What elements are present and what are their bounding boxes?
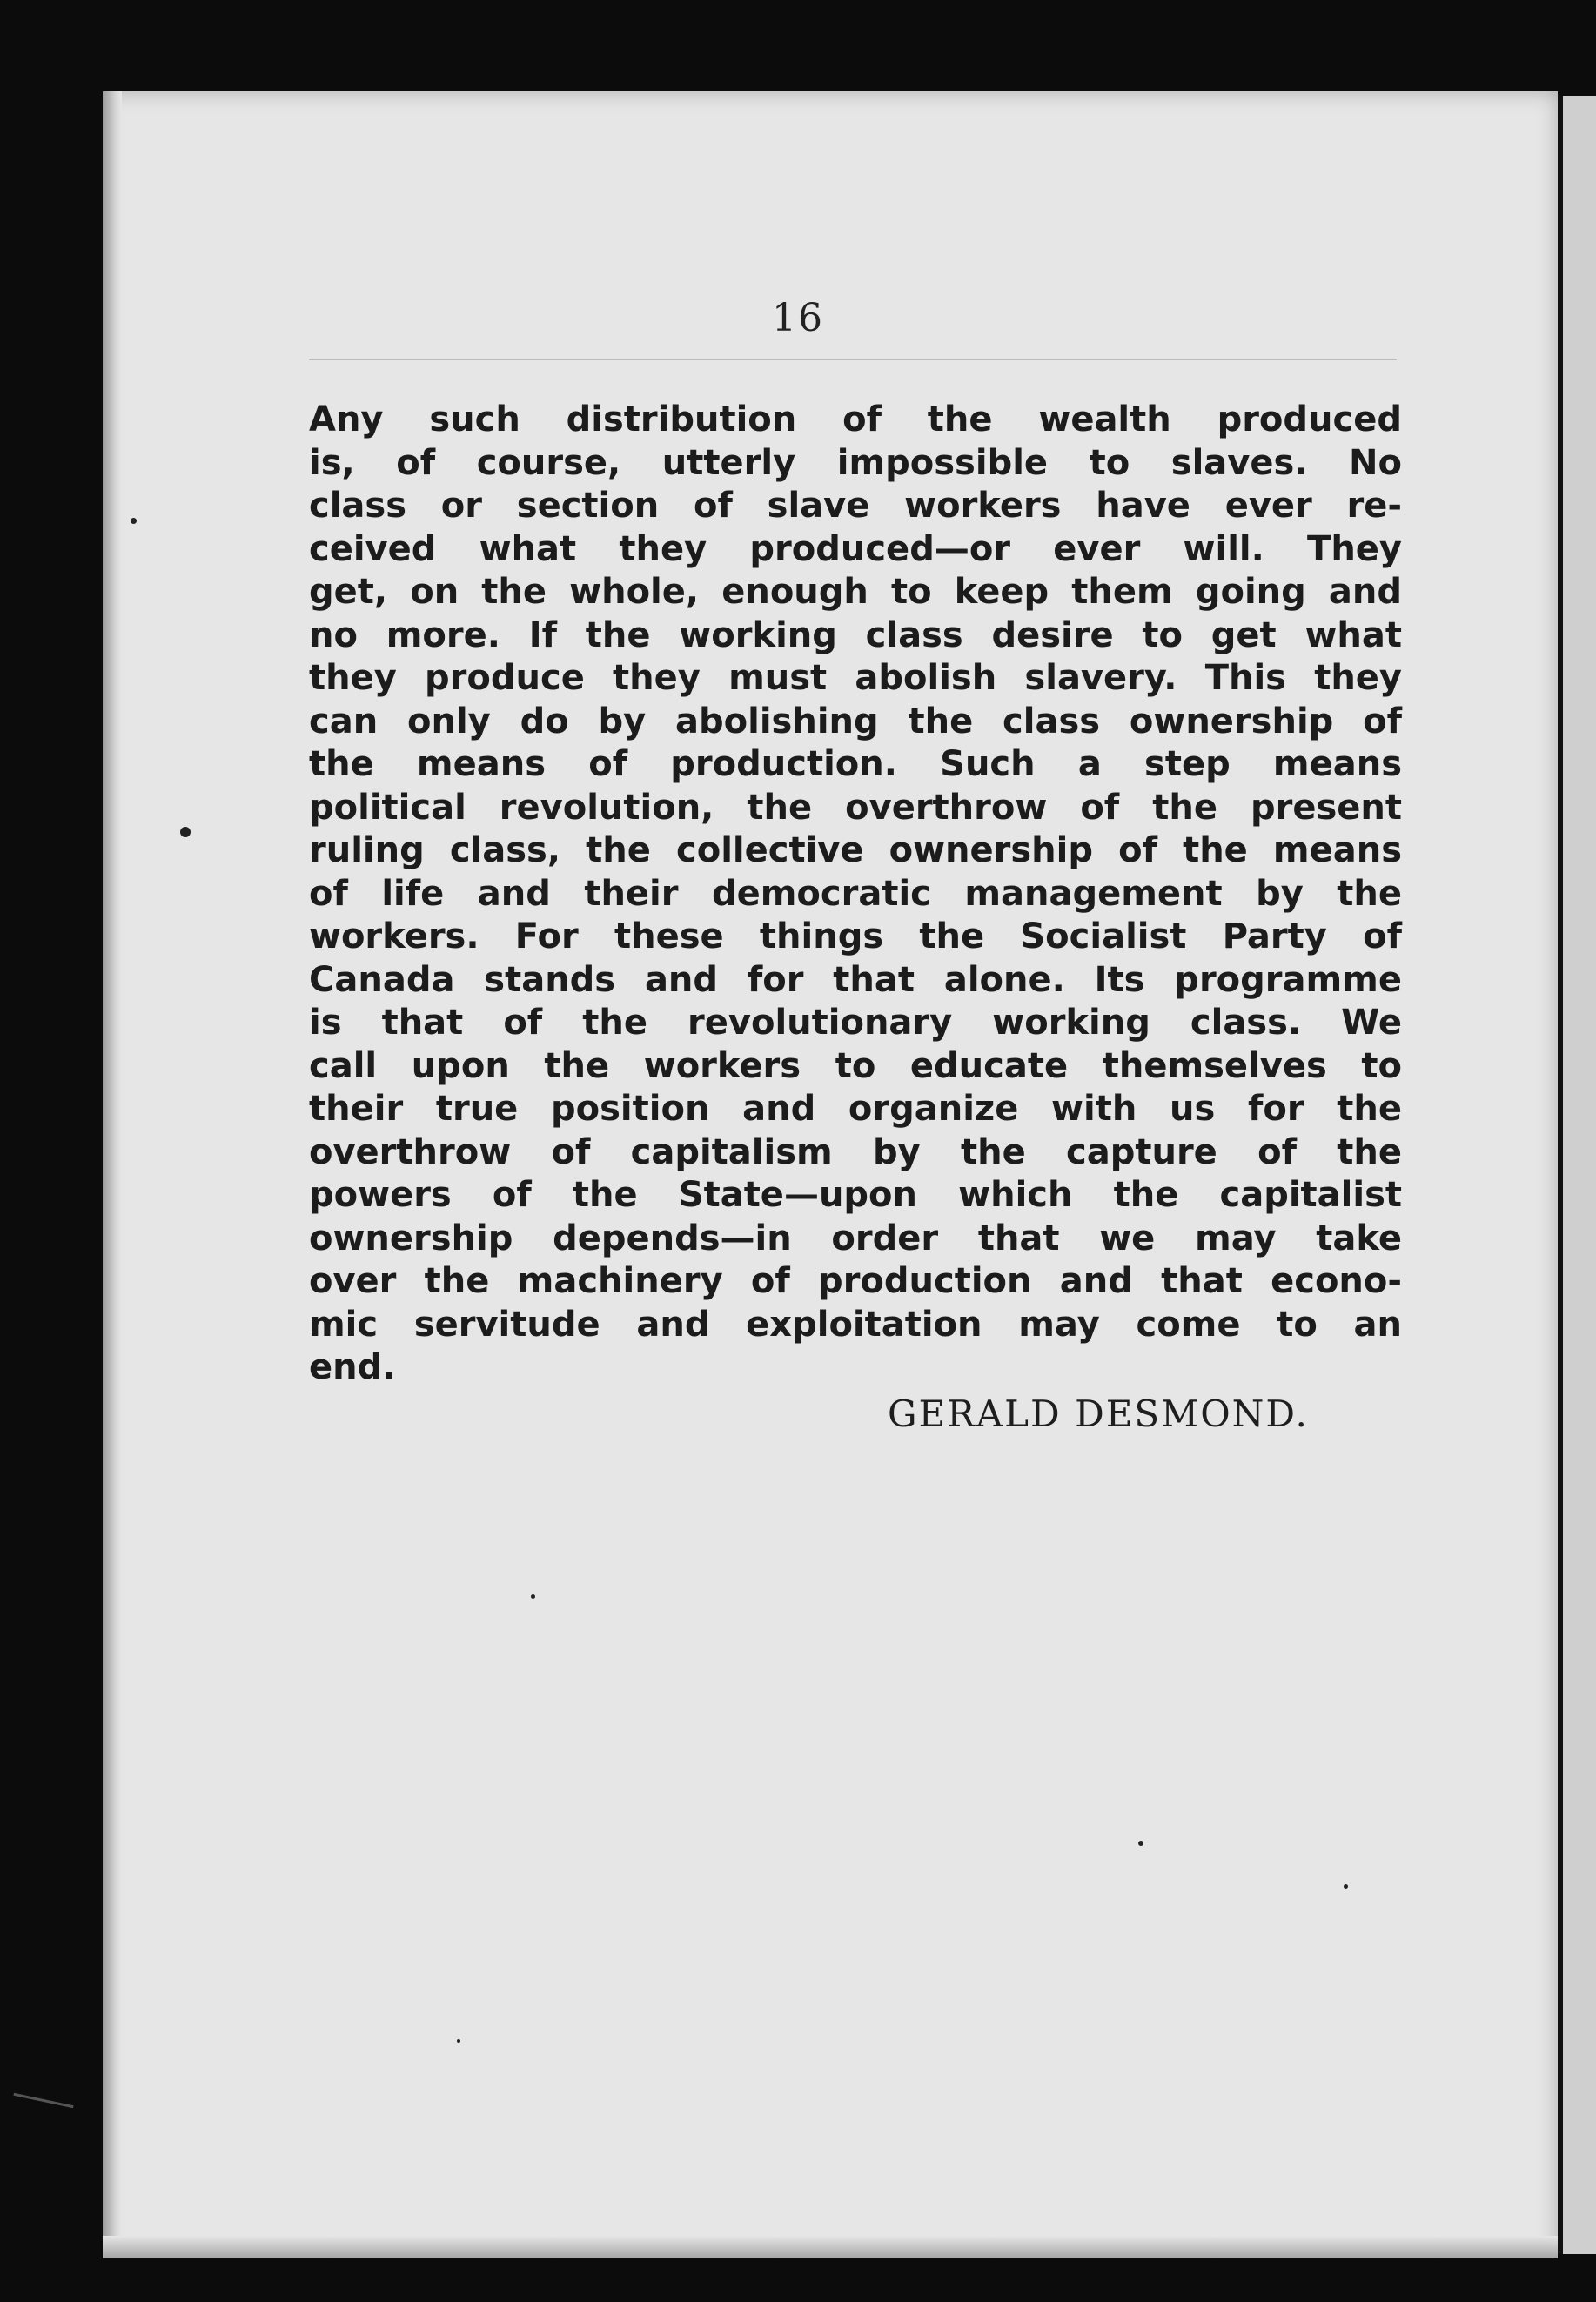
- text-line: is, of course, utterly impossible to slaves. No: [309, 442, 1402, 483]
- text-line: is that of the revolutionary working class. We: [309, 1003, 1402, 1043]
- text-line: powers of the State—upon which the capitalist: [309, 1175, 1402, 1215]
- text-line: can only do by abolishing the class ownership of: [309, 701, 1402, 742]
- text-line: overthrow of capitalism by the capture of the: [309, 1131, 1402, 1172]
- text-line: political revolution, the overthrow of the present: [309, 787, 1402, 828]
- text-line: call upon the workers to educate themselves to: [309, 1045, 1402, 1086]
- scan-speck: [457, 2039, 460, 2043]
- scan-speck: [180, 827, 191, 837]
- text-line: the means of production. Such a step means: [309, 744, 1402, 784]
- text-line: no more. If the working class desire to get what: [309, 614, 1402, 655]
- text-line: ruling class, the collective ownership of the means: [309, 830, 1402, 870]
- author-signature: GERALD DESMOND.: [888, 1393, 1309, 1435]
- scan-speck: [1344, 1884, 1348, 1889]
- text-line: over the machinery of production and that econo-: [309, 1261, 1402, 1301]
- text-line: their true position and organize with us for the: [309, 1089, 1402, 1129]
- text-line: class or section of slave workers have ever re-: [309, 486, 1402, 526]
- text-line: they produce they must abolish slavery. This they: [309, 658, 1402, 698]
- page-number: 16: [772, 296, 824, 340]
- text-line: ceived what they produced—or ever will. They: [309, 528, 1402, 569]
- page-bottom-shadow: [103, 2236, 1558, 2258]
- text-line: of life and their democratic management by the: [309, 873, 1402, 914]
- text-line: get, on the whole, enough to keep them going and: [309, 572, 1402, 612]
- text-line: ownership depends—in order that we may take: [309, 1218, 1402, 1258]
- scan-speck: [531, 1594, 535, 1599]
- scan-speck: [1138, 1841, 1143, 1846]
- text-line: end.: [309, 1347, 396, 1387]
- body-paragraph: [309, 399, 1402, 1390]
- page-binding-shadow: [103, 91, 122, 2258]
- text-line: mic servitude and exploitation may come to an: [309, 1304, 1402, 1345]
- header-rule: [309, 359, 1397, 360]
- adjacent-page-edge: [1558, 96, 1596, 2254]
- text-line: Canada stands and for that alone. Its programme: [309, 959, 1402, 1000]
- text-line: Any such distribution of the wealth produced: [309, 399, 1402, 440]
- text-line: workers. For these things the Socialist Party of: [309, 916, 1402, 956]
- scan-speck: [131, 518, 137, 524]
